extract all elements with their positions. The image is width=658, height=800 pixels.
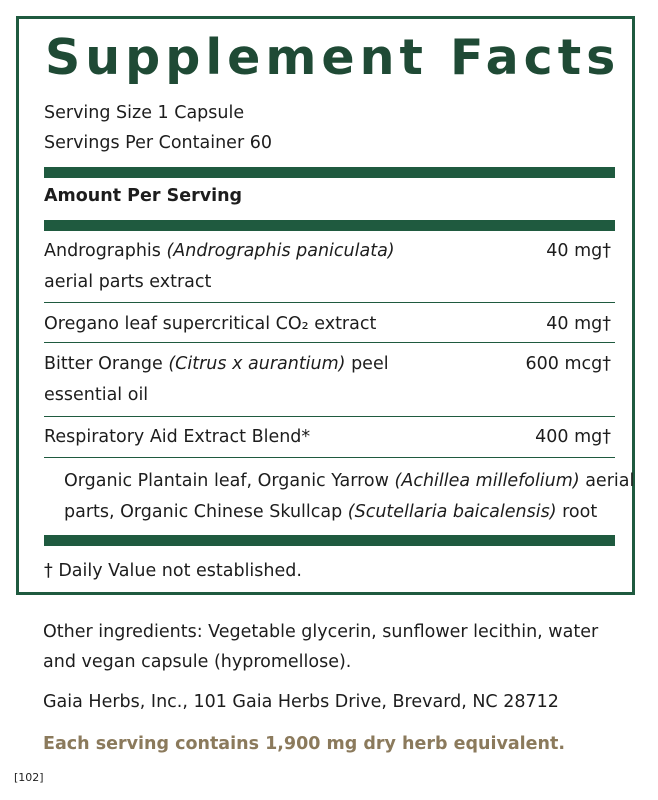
ingredient-oregano: Oregano leaf supercritical CO₂ extract (44, 314, 377, 334)
row-divider (44, 457, 615, 458)
ingredient-respiratory-blend: Respiratory Aid Extract Blend* (44, 427, 311, 447)
other-ingredients-line1: Other ingredients: Vegetable glycerin, sunflower lecithin, water (43, 622, 599, 642)
herb-equivalent-statement: Each serving contains 1,900 mg dry herb equivalent. (43, 734, 566, 754)
bitter-orange-latin: (Citrus x aurantium) (168, 354, 346, 374)
row-divider (44, 342, 615, 343)
thick-divider-header (44, 220, 615, 231)
blend-components-line2: parts, Organic Chinese Skullcap (Scutellaria baicalensis) root (64, 502, 598, 522)
amount-bitter-orange: 600 mcg† (525, 354, 611, 374)
ingredient-andrographis: Andrographis (Andrographis paniculata) (44, 241, 395, 261)
andrographis-latin: (Andrographis paniculata) (166, 241, 395, 261)
thick-divider-top (44, 167, 615, 178)
ingredient-andrographis-line2: aerial parts extract (44, 272, 212, 292)
amount-per-serving-header: Amount Per Serving (44, 186, 243, 206)
ingredient-bitter-orange: Bitter Orange (Citrus x aurantium) peel (44, 354, 389, 374)
company-address: Gaia Herbs, Inc., 101 Gaia Herbs Drive, Brevard, NC 28712 (43, 692, 559, 712)
thick-divider-bottom (44, 535, 615, 546)
row-divider (44, 416, 615, 417)
serving-size: Serving Size 1 Capsule (44, 103, 245, 123)
amount-oregano: 40 mg† (546, 314, 611, 334)
supplement-facts-panel (16, 16, 635, 595)
amount-andrographis: 40 mg† (546, 241, 611, 261)
blend-components-line1: Organic Plantain leaf, Organic Yarrow (Achillea millefolium) aerial (64, 471, 635, 491)
servings-per-container: Servings Per Container 60 (44, 133, 272, 153)
row-divider (44, 302, 615, 303)
other-ingredients-line2: and vegan capsule (hypromellose). (43, 652, 352, 672)
label-code: [102] (14, 771, 44, 784)
daily-value-note: † Daily Value not established. (44, 561, 302, 581)
amount-respiratory-blend: 400 mg† (535, 427, 611, 447)
panel-title: Supplement Facts (45, 29, 621, 86)
ingredient-bitter-orange-line2: essential oil (44, 385, 149, 405)
